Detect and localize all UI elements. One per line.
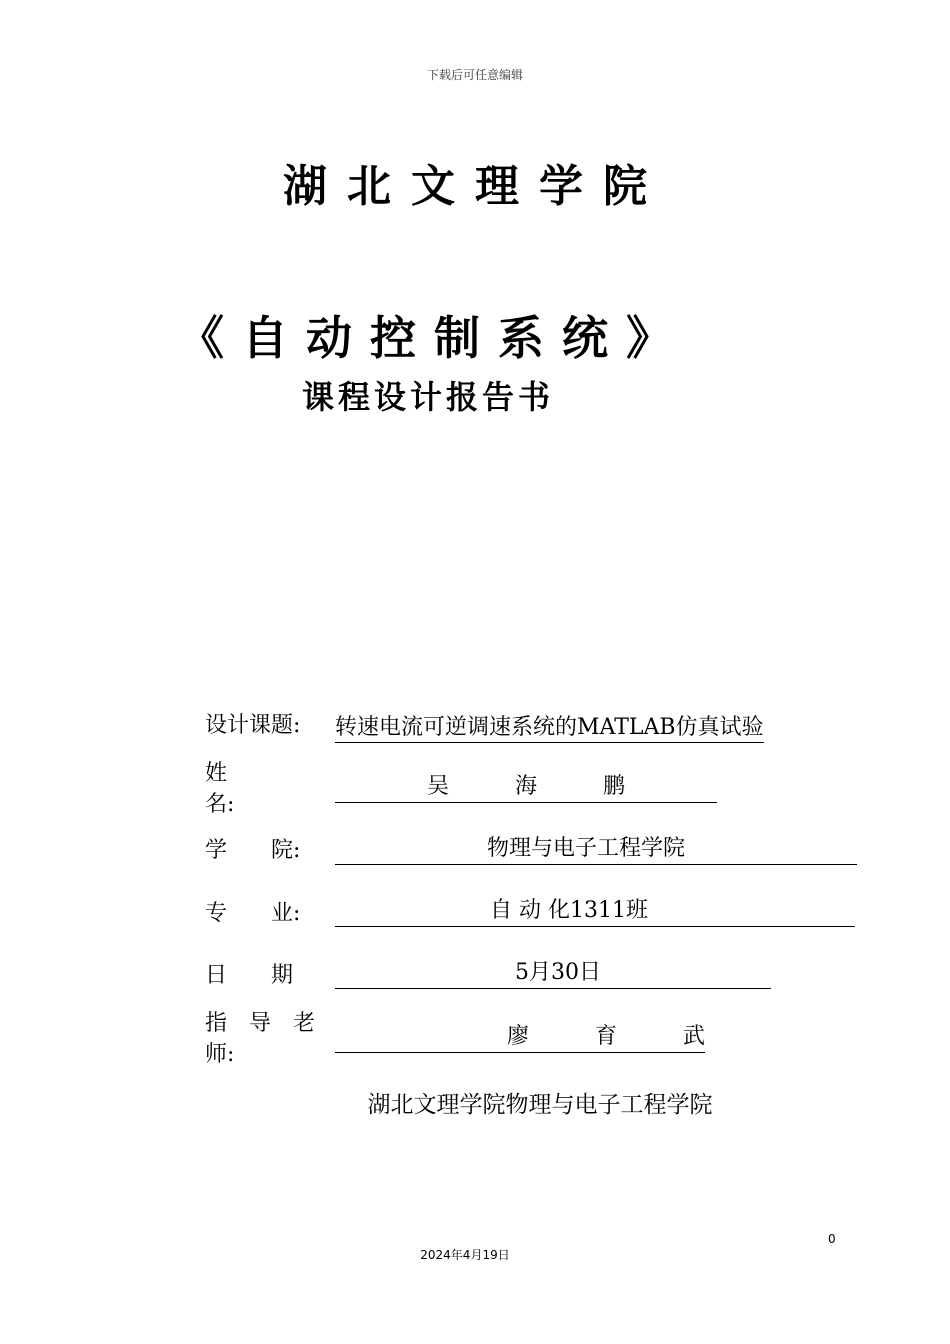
report-title: 课程设计报告书 <box>302 378 555 416</box>
college-value-line <box>335 834 857 865</box>
advisor-value: 廖 育 武 <box>335 1022 705 1053</box>
advisor-label-line2: 师: <box>205 1042 235 1067</box>
major-label: 专 业: <box>205 901 301 926</box>
college-value: 物理与电子工程学院 <box>487 836 686 861</box>
name-label-line2: 名: <box>205 792 235 817</box>
college-label: 学 院: <box>205 838 301 863</box>
course-title: 《自动控制系统》 <box>178 311 690 365</box>
header-note: 下载后可任意编辑 <box>426 68 523 82</box>
page-number: 0 <box>828 1232 836 1246</box>
advisor-label-line1: 指 导 老 <box>205 1011 316 1036</box>
major-value: 自 动 化1311班 <box>490 898 648 923</box>
date-value: 5月30日 <box>515 960 601 985</box>
topic-value: 转速电流可逆调速系统的MATLAB仿真试验 <box>335 710 764 743</box>
footer-date: 2024年4月19日 <box>420 1248 510 1262</box>
name-label-line1: 姓 <box>205 761 228 786</box>
date-value-line <box>335 958 771 989</box>
major-value-line <box>335 896 855 927</box>
date-label: 日 期 <box>205 963 294 988</box>
name-value: 吴 海 鹏 <box>335 772 717 803</box>
school-title: 湖北文理学院 <box>283 161 667 212</box>
institution-footer: 湖北文理学院物理与电子工程学院 <box>367 1092 713 1118</box>
topic-label: 设计课题: <box>205 713 301 738</box>
